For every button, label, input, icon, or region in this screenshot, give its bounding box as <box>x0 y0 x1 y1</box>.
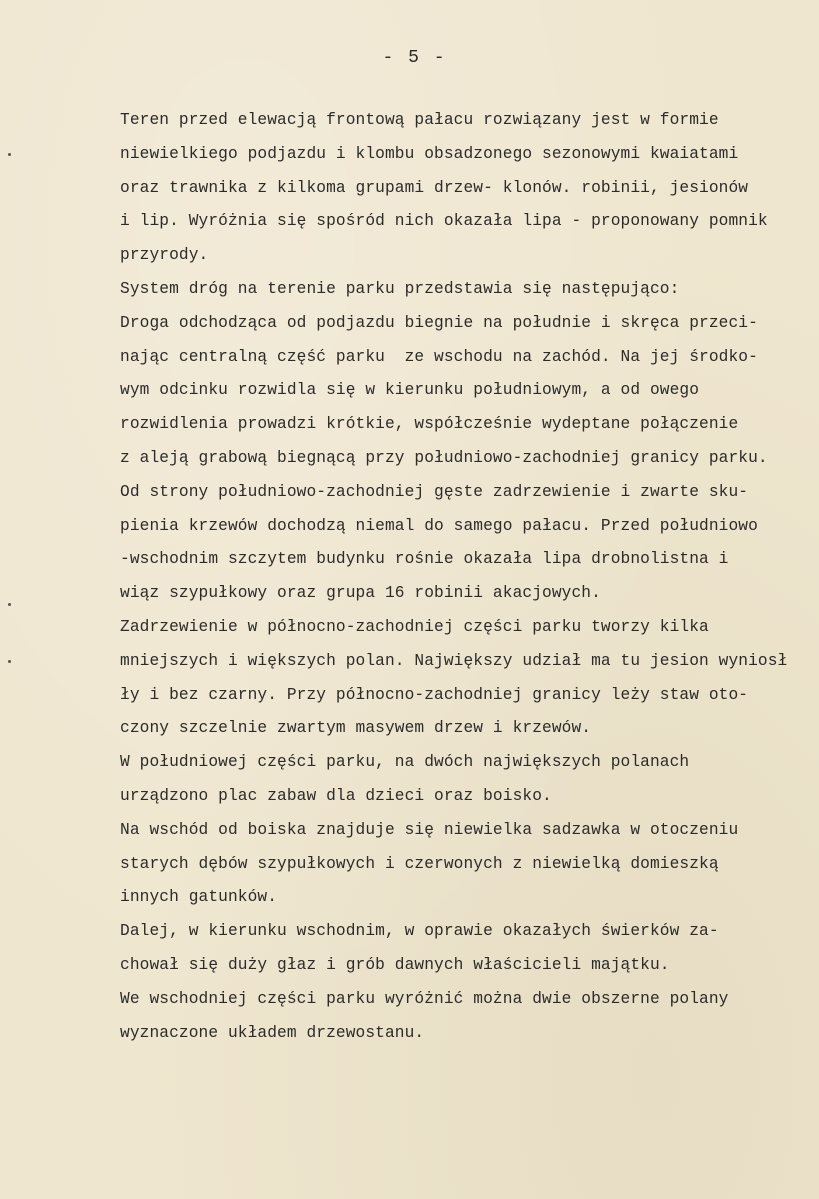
text-line: Teren przed elewacją frontową pałacu rozwiązany jest w formie <box>120 111 719 129</box>
text-line: Droga odchodząca od podjazdu biegnie na południe i skręca przeci- <box>120 313 758 332</box>
text-line: przyrody. <box>120 246 209 265</box>
text-line: innych gatunków. <box>120 888 278 907</box>
text-line: chował się duży głaz i grób dawnych właścicieli majątku. <box>120 955 670 974</box>
text-line: oraz trawnika z kilkoma grupami drzew- klonów. robinii, jesionów <box>120 178 749 197</box>
margin-dot <box>8 660 11 663</box>
text-line: System dróg na terenie parku przedstawia się następująco: <box>120 279 680 298</box>
text-line: z aleją grabową biegnącą przy południowo-zachodniej granicy parku. <box>120 448 768 467</box>
text-line: czony szczelnie zwartym masywem drzew i krzewów. <box>120 719 592 738</box>
text-line: ły i bez czarny. Przy północno-zachodniej granicy leży staw oto- <box>120 685 749 704</box>
text-line: wym odcinku rozwidla się w kierunku południowym, a od owego <box>120 381 700 400</box>
text-line: rozwidlenia prowadzi krótkie, współcześnie wydeptane połączenie <box>120 415 739 434</box>
text-line: i lip. Wyróżnia się spośród nich okazała lipa - proponowany pomnik <box>120 212 768 231</box>
text-line: Od strony południowo-zachodniej gęste zadrzewienie i zwarte sku- <box>120 482 749 501</box>
margin-dot <box>8 603 11 606</box>
body-text <box>120 104 810 1050</box>
text-line: niewielkiego podjazdu i klombu obsadzonego sezonowymi kwaiatami <box>120 144 739 163</box>
text-line: mniejszych i większych polan. Największy udział ma tu jesion wyniosł <box>120 651 788 670</box>
text-line: Na wschód od boiska znajduje się niewielka sadzawka w otoczeniu <box>120 820 739 839</box>
text-line: starych dębów szypułkowych i czerwonych z niewielką domieszką <box>120 854 719 873</box>
page-number: - 5 - <box>382 48 447 68</box>
text-line: We wschodniej części parku wyróżnić można dwie obszerne polany <box>120 989 729 1008</box>
text-line: Dalej, w kierunku wschodnim, w oprawie okazałych świerków za- <box>120 922 719 941</box>
text-line: Zadrzewienie w północno-zachodniej części parku tworzy kilka <box>120 617 709 636</box>
text-line: urządzono plac zabaw dla dzieci oraz boisko. <box>120 786 552 805</box>
text-line: -wschodnim szczytem budynku rośnie okazała lipa drobnolistna i <box>120 550 729 569</box>
text-line: pienia krzewów dochodzą niemal do samego pałacu. Przed południowo <box>120 516 758 535</box>
text-line: wiąz szypułkowy oraz grupa 16 robinii akacjowych. <box>120 584 601 603</box>
margin-dot <box>8 153 11 156</box>
text-line: W południowej części parku, na dwóch największych polanach <box>120 753 690 772</box>
text-line: nając centralną część parku ze wschodu na zachód. Na jej środko- <box>120 347 758 366</box>
text-line: wyznaczone układem drzewostanu. <box>120 1023 425 1042</box>
